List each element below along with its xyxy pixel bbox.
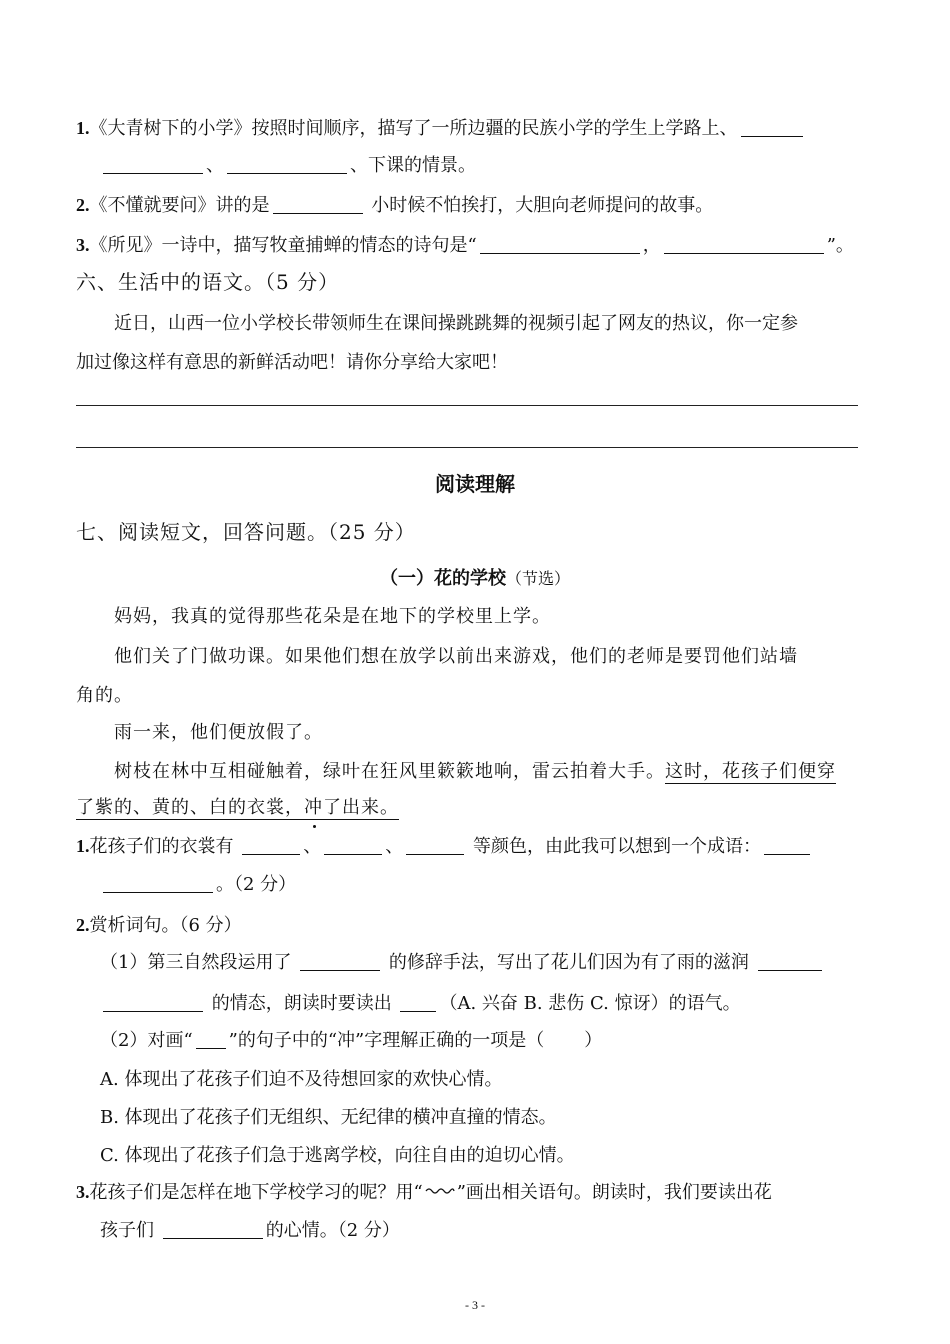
q5-item1-sep: 、 bbox=[206, 155, 224, 176]
sep: 、 bbox=[385, 836, 404, 857]
underlined-part: 了紫的、黄的、白的衣裳， bbox=[76, 797, 304, 818]
q5-item1-line1 bbox=[76, 114, 806, 143]
passage-p4-line1 bbox=[114, 758, 836, 786]
q7-q3-text: 花孩子们是怎样在地下学校学习的呢？用“ bbox=[89, 1182, 423, 1203]
q7-q3-line1 bbox=[76, 1178, 772, 1207]
answer-blank[interactable] bbox=[242, 836, 300, 855]
q7-q1-line1 bbox=[76, 832, 813, 861]
answer-blank[interactable] bbox=[227, 155, 347, 174]
q5-item1-num: 1. bbox=[76, 118, 90, 138]
q5-item3-comma: ， bbox=[642, 235, 661, 256]
answer-blank[interactable] bbox=[406, 836, 464, 855]
q5-item2-tail: 小时候不怕挨打，大胆向老师提问的故事。 bbox=[371, 195, 714, 216]
q7-q2-sub1-text2: 的修辞手法，写出了花儿们因为有了雨的滋润 bbox=[388, 952, 749, 973]
q5-item1-tail: 、下课的情景。 bbox=[350, 155, 476, 176]
underlined-part: 了出来。 bbox=[323, 797, 399, 818]
passage-p2-line2: 角的。 bbox=[76, 685, 133, 706]
q7-q3-line2 bbox=[100, 1217, 400, 1245]
q7-q2-sub2-text2: ”的句子中的“冲”字理解正确的一项是（ bbox=[228, 1030, 545, 1051]
q7-q1-tail: 。（2 分） bbox=[216, 874, 297, 895]
dotted-char: 冲 bbox=[304, 794, 323, 822]
q7-q1-line2 bbox=[100, 871, 296, 899]
q7-q3-text3: 孩子们 bbox=[100, 1220, 154, 1241]
answer-blank[interactable] bbox=[758, 952, 822, 971]
q7-title: 七、阅读短文，回答问题。（25 分） bbox=[76, 520, 416, 544]
answer-blank[interactable] bbox=[664, 235, 824, 254]
q7-q2-sub2 bbox=[100, 1027, 602, 1055]
q7-q2-title-text: 赏析词句。（6 分） bbox=[89, 915, 242, 936]
q7-q3-text2: ”画出相关语句。朗读时，我们要读出花 bbox=[456, 1182, 772, 1203]
underline-marker bbox=[196, 1030, 226, 1049]
q6-title: 六、生活中的语文。（5 分） bbox=[76, 270, 340, 294]
q7-q2-optB: B. 体现出了花孩子们无组织、无纪律的横冲直撞的情态。 bbox=[100, 1107, 557, 1128]
passage-title-note: （节选） bbox=[505, 569, 570, 588]
q6-para-line2: 加过像这样有意思的新鲜活动吧！请你分享给大家吧！ bbox=[76, 352, 508, 373]
q6-para-line1: 近日，山西一位小学校长带领师生在课间操跳跳舞的视频引起了网友的热议，你一定参 bbox=[114, 313, 798, 334]
answer-line[interactable] bbox=[76, 447, 858, 448]
answer-blank[interactable] bbox=[163, 1220, 263, 1239]
answer-blank[interactable] bbox=[741, 118, 803, 137]
underlined-sentence bbox=[76, 797, 399, 820]
q5-item2 bbox=[76, 191, 713, 220]
q5-item2-num: 2. bbox=[76, 195, 90, 215]
sep: 、 bbox=[303, 836, 322, 857]
q7-q3-tail: 的心情。（2 分） bbox=[265, 1220, 400, 1241]
passage-p3: 雨一来，他们便放假了。 bbox=[114, 722, 323, 743]
q7-q1-text2: 等颜色，由此我可以想到一个成语： bbox=[472, 836, 761, 857]
passage-p4-line2 bbox=[76, 794, 399, 822]
q5-item3-num: 3. bbox=[76, 235, 90, 255]
q7-q2-sub2-close: ） bbox=[584, 1030, 603, 1051]
q7-q2-optA: A. 体现出了花孩子们迫不及待想回家的欢快心情。 bbox=[100, 1069, 503, 1090]
q7-q2-sub1-line1 bbox=[100, 949, 825, 977]
q7-q2-sub2-text: （2）对画“ bbox=[100, 1030, 193, 1051]
wavy-line-icon bbox=[425, 1186, 455, 1196]
section-title: 阅读理解 bbox=[435, 472, 515, 496]
q7-q2-sub1-line2 bbox=[100, 990, 741, 1018]
q5-item3-tail: ”。 bbox=[826, 235, 854, 256]
answer-blank[interactable] bbox=[300, 952, 380, 971]
answer-blank[interactable] bbox=[324, 836, 382, 855]
answer-blank[interactable] bbox=[480, 235, 640, 254]
passage-p1: 妈妈，我真的觉得那些花朵是在地下的学校里上学。 bbox=[114, 606, 551, 627]
page-number: - 3 - bbox=[465, 1298, 485, 1312]
q7-q2-title bbox=[76, 911, 242, 940]
answer-blank[interactable] bbox=[103, 993, 203, 1012]
answer-blank[interactable] bbox=[400, 993, 436, 1012]
answer-blank[interactable] bbox=[103, 155, 203, 174]
q7-q1-text: 花孩子们的衣裳有 bbox=[89, 836, 234, 857]
q5-item1-text: 《大青树下的小学》按照时间顺序，描写了一所边疆的民族小学的学生上学路上、 bbox=[89, 118, 738, 139]
q5-item3-text: 《所见》一诗中，描写牧童捕蝉的情态的诗句是“ bbox=[89, 235, 477, 256]
passage-p4-text: 树枝在林中互相碰触着，绿叶在狂风里簌簌地响，雷云拍着大手。 bbox=[114, 761, 665, 782]
underlined-sentence: 这时，花孩子们便穿 bbox=[665, 761, 836, 782]
answer-blank[interactable] bbox=[764, 836, 810, 855]
q7-q2-num: 2. bbox=[76, 915, 90, 935]
answer-blank[interactable] bbox=[103, 874, 213, 893]
q7-q2-sub1-text3: 的情态，朗读时要读出 bbox=[211, 993, 392, 1014]
q7-q2-optC: C. 体现出了花孩子们急于逃离学校，向往自由的迫切心情。 bbox=[100, 1145, 575, 1166]
answer-blank[interactable] bbox=[273, 195, 363, 214]
passage-title-row bbox=[0, 565, 950, 593]
q5-item1-line2 bbox=[100, 152, 476, 180]
q7-q3-num: 3. bbox=[76, 1182, 90, 1202]
q5-item3 bbox=[76, 231, 854, 260]
answer-line[interactable] bbox=[76, 405, 858, 406]
q7-q2-sub1-text: （1）第三自然段运用了 bbox=[100, 952, 292, 973]
q7-q1-num: 1. bbox=[76, 836, 90, 856]
passage-p2-line1: 他们关了门做功课。如果他们想在放学以前出来游戏，他们的老师是要罚他们站墙 bbox=[114, 646, 798, 667]
q7-q2-sub1-options: （A. 兴奋 B. 悲伤 C. 惊讶）的语气。 bbox=[439, 993, 741, 1014]
passage-title: （一）花的学校 bbox=[379, 568, 506, 589]
q5-item2-text: 《不懂就要问》讲的是 bbox=[89, 195, 270, 216]
